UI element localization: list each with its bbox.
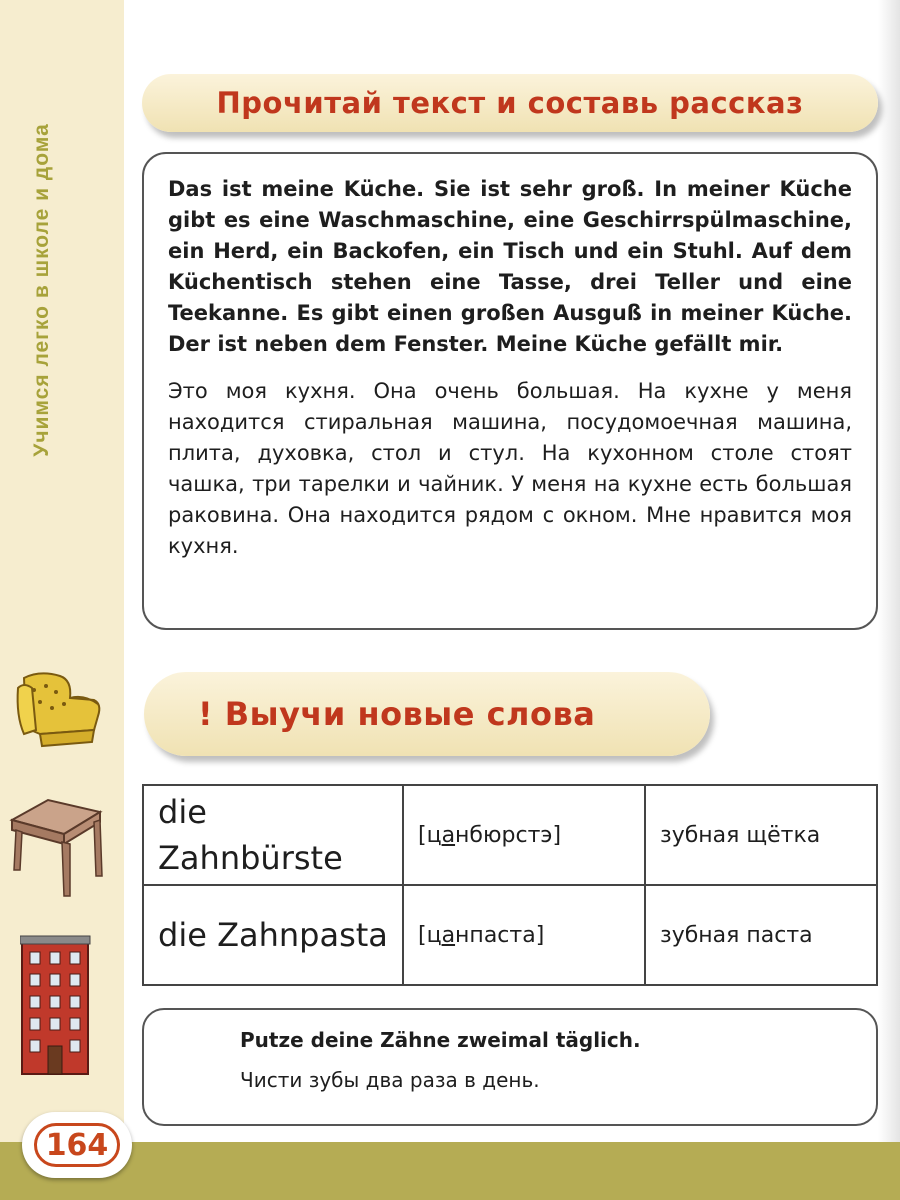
armchair-icon [10, 668, 106, 748]
vocab-transcription [403, 785, 645, 885]
reading-text-box [142, 152, 878, 630]
german-text: Das ist meine Küche. Sie ist sehr groß. In meiner Küche gibt es eine Waschmaschine, eine Geschirrspülmaschine, ein Herd, ein Backofen, ein Tisch und ein Stuhl. Auf dem Küchentisch stehen eine Tasse, drei Teller und eine Teekanne. Es gibt einen großen Ausguß in meiner Küche. Der ist neben dem Fenster. Meine Küche gefällt mir. [168, 177, 852, 356]
transcription-stressed-vowel: а [441, 922, 456, 948]
phrase-german: Putze deine Zähne zweimal täglich. [240, 1028, 641, 1052]
bottom-band [0, 1142, 900, 1200]
sidebar-title-text: Учимся легко в школе и дома [30, 123, 53, 457]
page-edge-shadow [878, 0, 900, 1150]
vocab-banner [144, 672, 710, 756]
table-row [143, 785, 877, 885]
vocab-transcription [403, 885, 645, 985]
vocab-heading: ! Выучи новые слова [198, 695, 596, 733]
russian-text: Это моя кухня. Она очень большая. На кухне у меня находится стиральная машина, посудомоечная машина, плита, духовка, стол и стул. На кухонном столе стоят чашка, три тарелки и чайник. У меня на кухне есть большая раковина. Она находится рядом с окном. Мне нравится моя кухня. [168, 379, 852, 558]
read-task-heading: Прочитай текст и составь рассказ [216, 86, 804, 120]
page-number: 164 [34, 1123, 120, 1167]
transcription-start: [ц [418, 822, 442, 848]
sidebar [0, 0, 124, 1200]
transcription-stressed-vowel: а [441, 822, 456, 848]
phrase-box [142, 1008, 878, 1126]
page-number-badge [22, 1112, 132, 1178]
transcription-end: нбюрстэ] [455, 822, 562, 848]
vocab-word: die Zahnbürste [143, 785, 403, 885]
table-row [143, 885, 877, 985]
phrase-russian: Чисти зубы два раза в день. [240, 1068, 540, 1092]
vocab-table [142, 784, 878, 986]
building-icon [20, 934, 92, 1076]
read-task-banner [142, 74, 878, 132]
vocab-meaning: зубная паста [645, 885, 877, 985]
transcription-end: нпаста] [455, 922, 545, 948]
table-icon [8, 796, 104, 900]
vocab-meaning: зубная щётка [645, 785, 877, 885]
transcription-start: [ц [418, 922, 442, 948]
vocab-word: die Zahnpasta [143, 885, 403, 985]
sidebar-title [22, 70, 62, 510]
